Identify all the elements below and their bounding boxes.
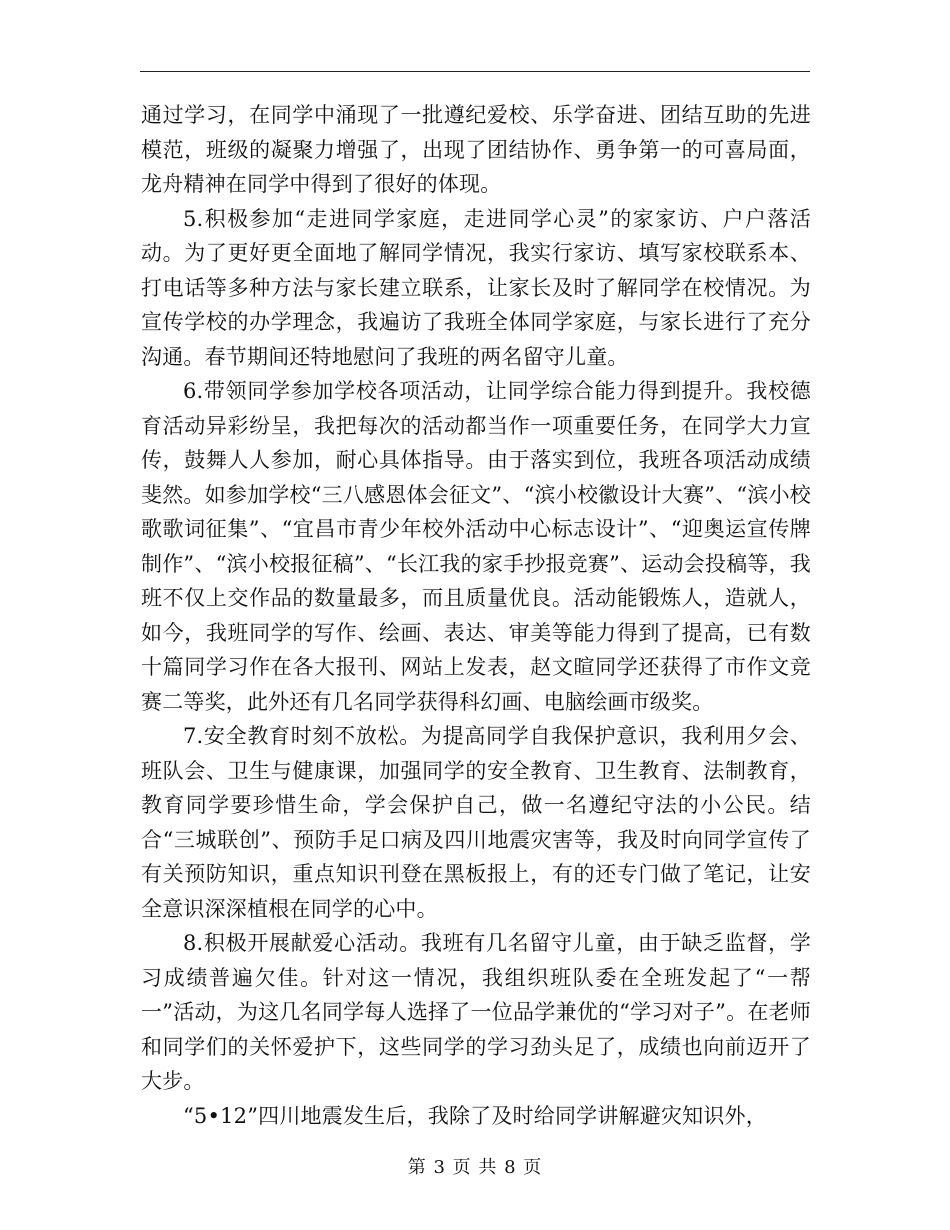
paragraph-intro: 通过学习，在同学中涌现了一批遵纪爱校、乐学奋进、团结互助的先进模范，班级的凝聚力增强了，出现了团结协作、勇争第一的可喜局面，龙舟精神在同学中得到了很好的体现。 [141, 103, 811, 196]
page-number-footer: 第 3 页 共 8 页 [407, 1157, 543, 1178]
paragraph-item-5: 5.积极参加“走进同学家庭，走进同学心灵”的家家访、户户落活动。为了更好更全面地了解同学情况，我实行家访、填写家校联系本、打电话等多种方法与家长建立联系，让家长及时了解同学在校情况。为宣传学校的办学理念，我遍访了我班全体同学家庭，与家长进行了充分沟通。春节期间还特地慰问了我班的两名留守儿童。 [141, 206, 811, 369]
paragraph-item-6: 6.带领同学参加学校各项活动，让同学综合能力得到提升。我校德育活动异彩纷呈，我把每次的活动都当作一项重要任务，在同学大力宣传，鼓舞人人参加，耐心具体指导。由于落实到位，我班各项活动成绩斐然。如参加学校“三八感恩体会征文”、“滨小校徽设计大赛”、“滨小校歌歌词征集”、“宜昌市青少年校外活动中心标志设计”、“迎奥运宣传牌制作”、“滨小校报征稿”、“长江我的家手抄报竞赛”、运动会投稿等，我班不仅上交作品的数量最多，而且质量优良。活动能锻炼人，造就人，如今，我班同学的写作、绘画、表达、审美等能力得到了提高，已有数十篇同学习作在各大报刊、网站上发表，赵文暄同学还获得了市作文竞赛二等奖，此外还有几名同学获得科幻画、电脑绘画市级奖。 [141, 379, 811, 714]
document-body [141, 98, 811, 1133]
header-rule [140, 71, 810, 72]
paragraph-item-8: 8.积极开展献爱心活动。我班有几名留守儿童，由于缺乏监督，学习成绩普遍欠佳。针对这一情况，我组织班队委在全班发起了“一帮一”活动，为这几名同学每人选择了一位品学兼优的“学习对子”。在老师和同学们的关怀爱护下，这些同学的学习劲头足了，成绩也向前迈开了大步。 [141, 931, 811, 1093]
paragraph-earthquake: “5•12”四川地震发生后，我除了及时给同学讲解避灾知识外， [183, 1103, 767, 1128]
paragraph-item-7: 7.安全教育时刻不放松。为提高同学自我保护意识，我利用夕会、班队会、卫生与健康课，加强同学的安全教育、卫生教育、法制教育，教育同学要珍惜生命，学会保护自己，做一名遵纪守法的小公民。结合“三城联创”、预防手足口病及四川地震灾害等，我及时向同学宣传了有关预防知识，重点知识刊登在黑板报上，有的还专门做了笔记，让安全意识深深植根在同学的心中。 [141, 724, 811, 921]
